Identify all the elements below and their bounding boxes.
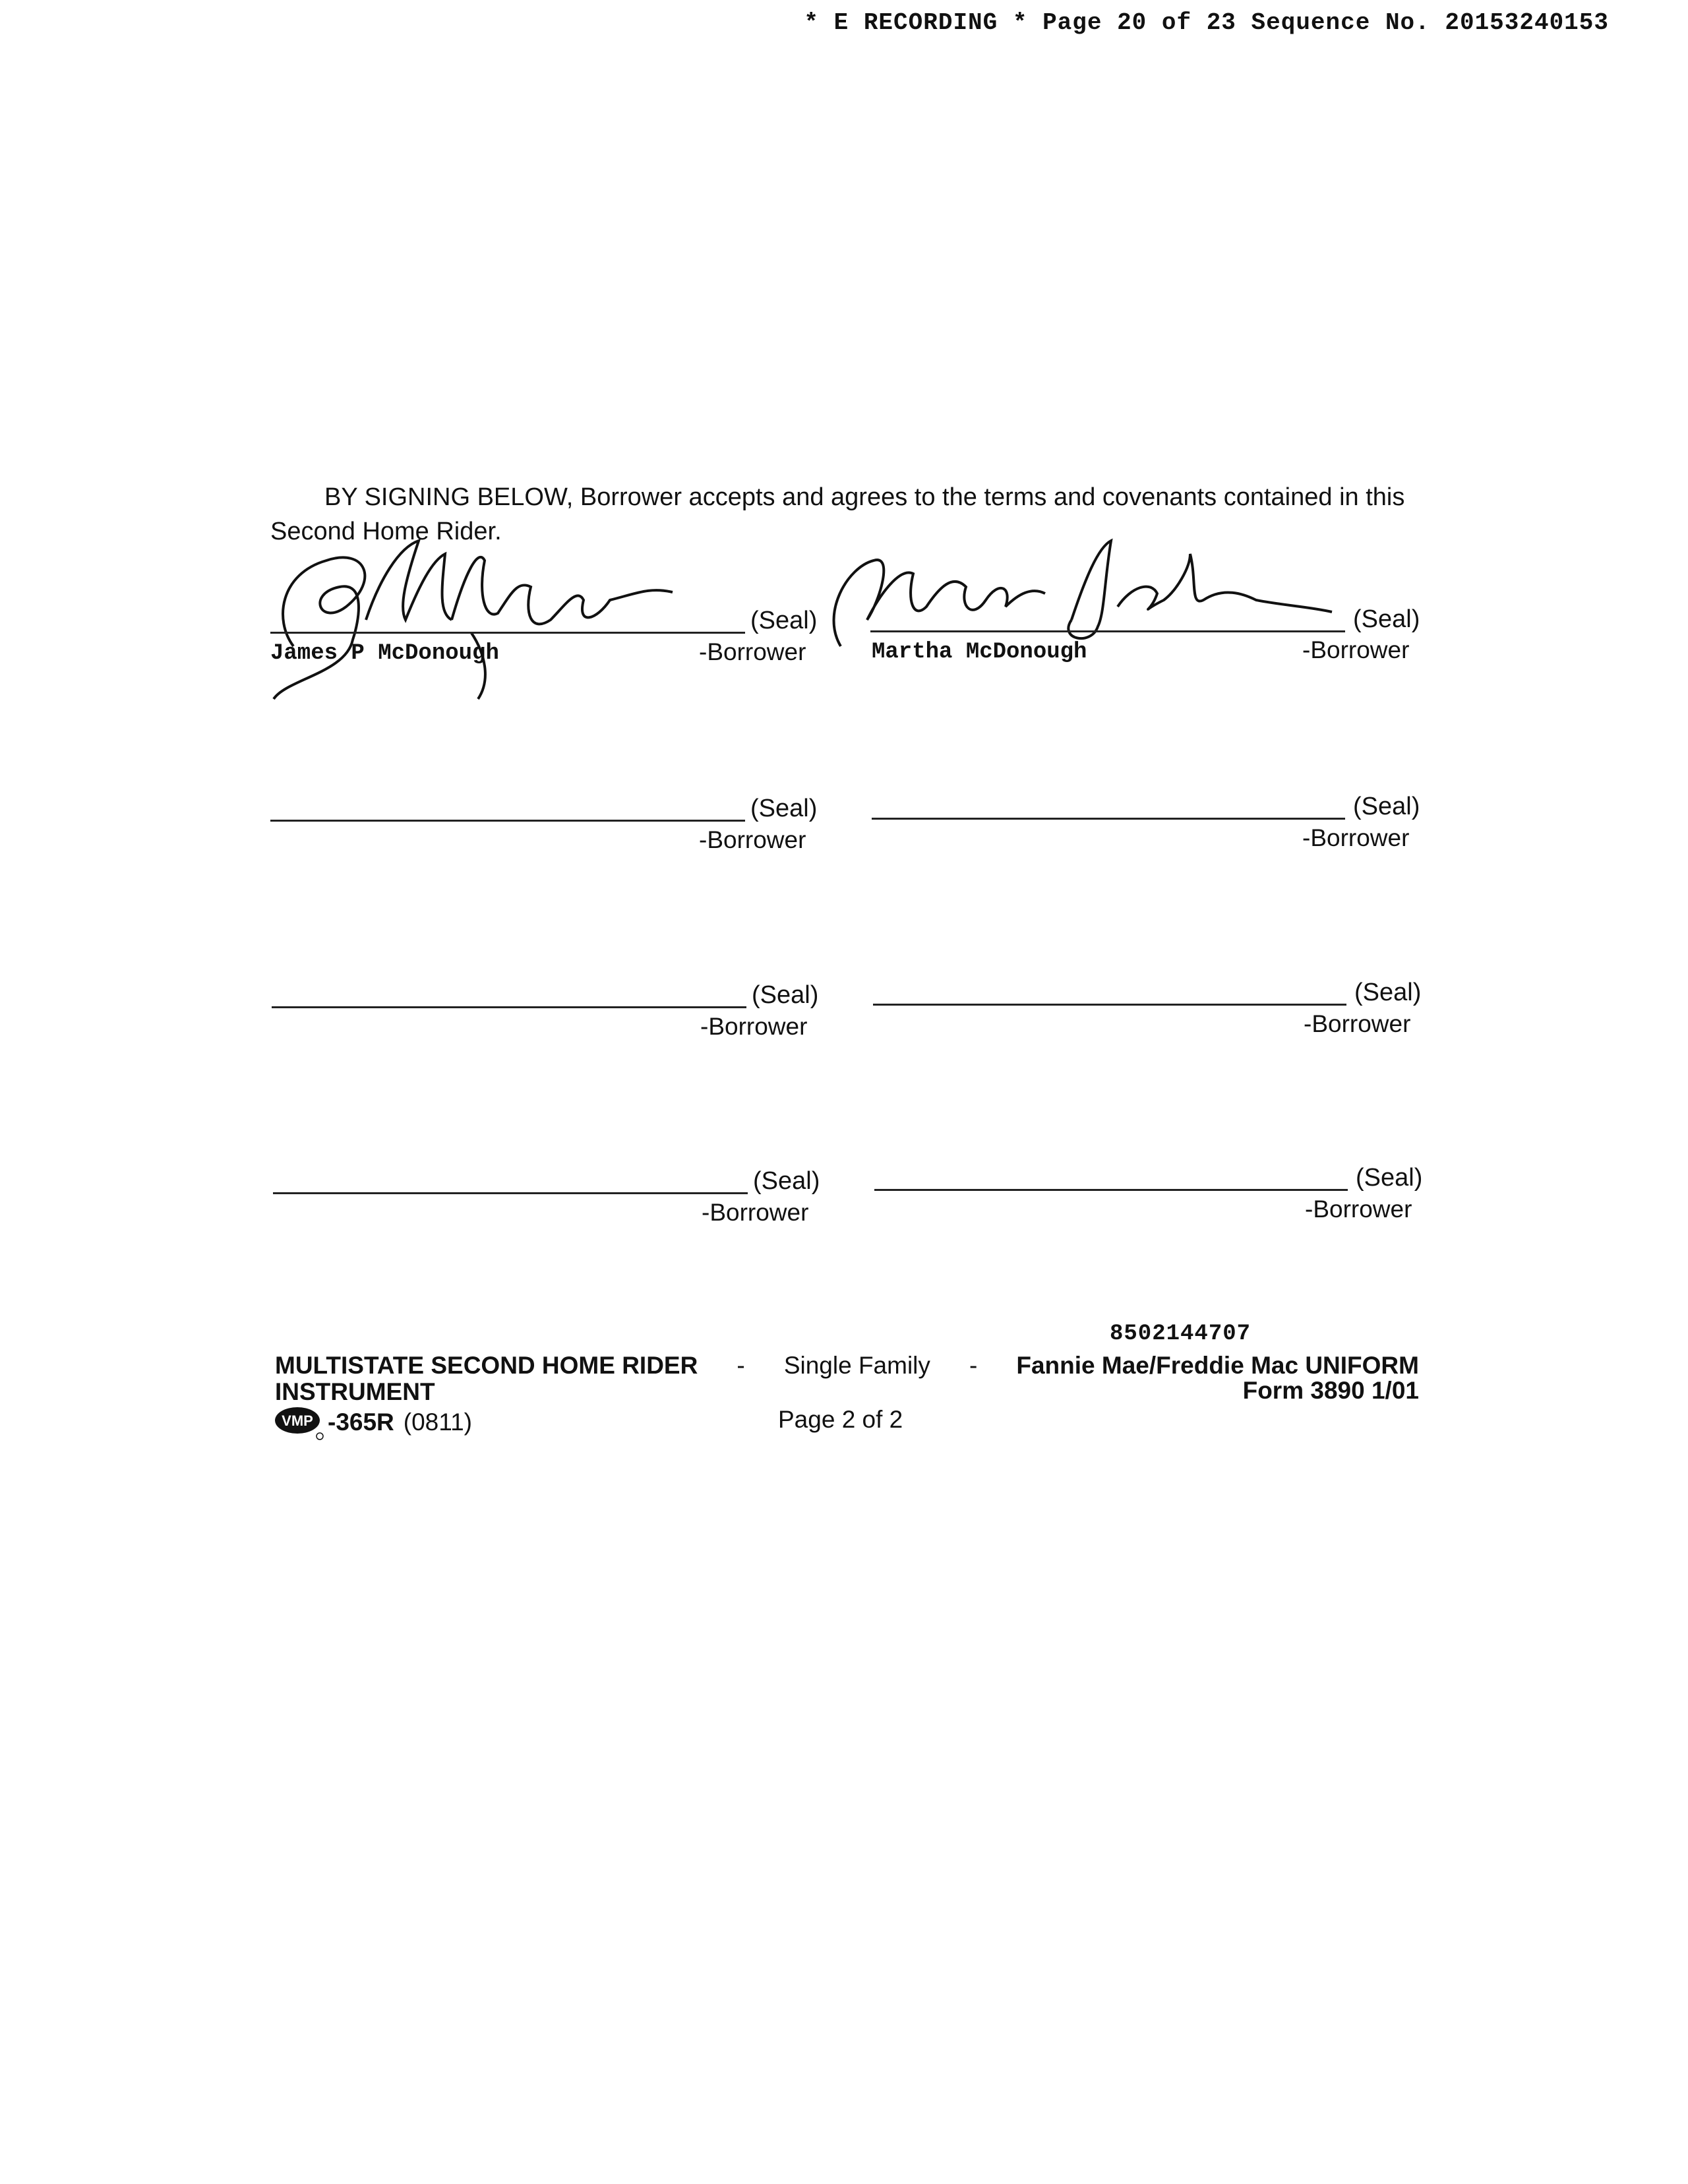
- borrower-name-2: Martha McDonough: [872, 640, 1087, 665]
- signature-line-2: [870, 630, 1345, 632]
- recording-header: * E RECORDING * Page 20 of 23 Sequence No. 20153240153: [804, 9, 1609, 36]
- form-number: Form 3890 1/01: [1242, 1377, 1419, 1404]
- vmp-logo-icon: [274, 1405, 324, 1440]
- vmp-code: -365R: [328, 1409, 394, 1436]
- signature-line-4: [872, 818, 1345, 820]
- footer-sep-1: -: [737, 1352, 745, 1379]
- signature-line-6: [873, 1004, 1346, 1006]
- signature-line-3: [270, 820, 745, 822]
- footer-sep-2: -: [969, 1352, 978, 1379]
- signature-line-8: [874, 1189, 1348, 1191]
- seal-label-5: (Seal): [752, 981, 819, 1009]
- borrower-label-2: -Borrower: [1302, 636, 1410, 663]
- footer-title-bold: MULTISTATE SECOND HOME RIDER: [275, 1352, 698, 1379]
- footer-title-bold-2: Fannie Mae/Freddie Mac UNIFORM: [1016, 1352, 1419, 1379]
- seal-label-2: (Seal): [1353, 605, 1420, 633]
- seal-label-1: (Seal): [750, 607, 818, 634]
- footer-title-plain: Single Family: [783, 1352, 930, 1379]
- seal-label-6: (Seal): [1354, 979, 1422, 1006]
- vmp-date: (0811): [403, 1409, 472, 1436]
- footer-title-line: [275, 1352, 1419, 1380]
- borrower-label-1: -Borrower: [699, 638, 806, 665]
- seal-label-7: (Seal): [753, 1167, 820, 1195]
- borrower-label-4: -Borrower: [1302, 824, 1410, 851]
- loan-number: 8502144707: [1110, 1321, 1251, 1347]
- seal-label-4: (Seal): [1353, 793, 1420, 820]
- signature-james: [267, 521, 676, 706]
- borrower-label-8: -Borrower: [1305, 1196, 1412, 1223]
- vmp-line: [274, 1405, 472, 1440]
- signature-line-1: [270, 632, 745, 634]
- page-number: Page 2 of 2: [778, 1406, 903, 1433]
- borrower-label-3: -Borrower: [699, 826, 806, 853]
- signature-line-5: [272, 1006, 746, 1008]
- borrower-label-7: -Borrower: [702, 1199, 809, 1226]
- signature-line-7: [273, 1192, 748, 1194]
- svg-text:VMP: VMP: [282, 1412, 313, 1429]
- footer-title-line-2: INSTRUMENT: [275, 1378, 435, 1405]
- intro-text: BY SIGNING BELOW, Borrower accepts and agrees to the terms and covenants contained in this Second Home Rider.: [270, 483, 1405, 545]
- seal-label-8: (Seal): [1356, 1164, 1423, 1192]
- seal-label-3: (Seal): [750, 795, 818, 822]
- borrower-label-6: -Borrower: [1304, 1010, 1411, 1037]
- borrower-name-1: James P McDonough: [270, 641, 499, 666]
- borrower-label-5: -Borrower: [700, 1013, 808, 1040]
